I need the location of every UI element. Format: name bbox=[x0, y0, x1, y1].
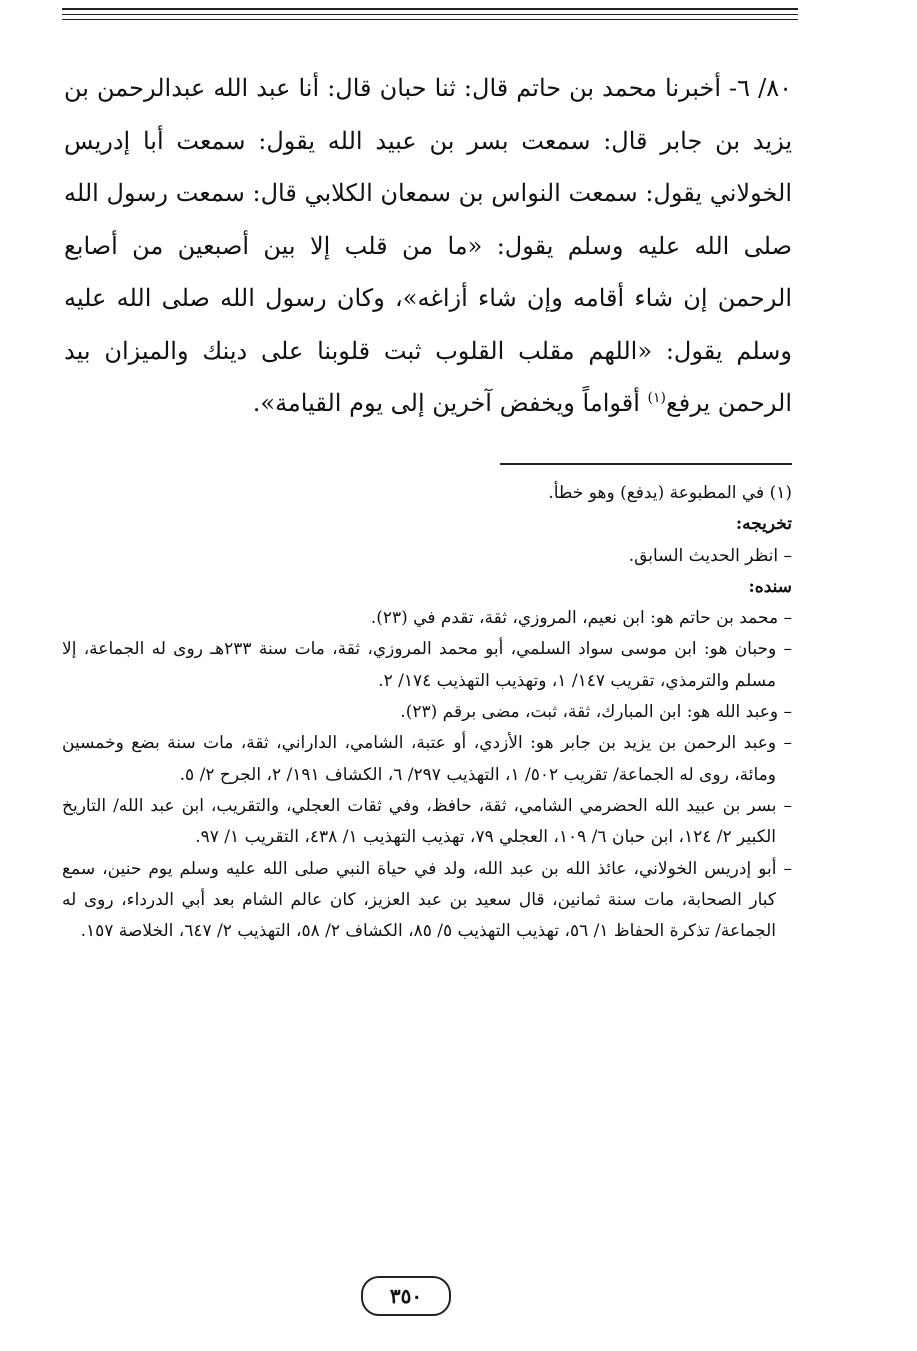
header-rule-thin bbox=[62, 14, 798, 15]
footnote-separator bbox=[500, 463, 792, 465]
sanad-item-busr: – بسر بن عبيد الله الحضرمي الشامي، ثقة، حافظ، وفي ثقات العجلي، والتقريب، ابن عبد الله/ التاريخ الكبير ٢/ ١٢٤، ابن حبان ٦/ ١٠٩، العجلي ٧٩، تهذيب التهذيب ١/ ٤٣٨، التقريب ١/ ٩٧. bbox=[62, 795, 792, 848]
sanad-heading: سنده: bbox=[748, 576, 792, 597]
takhrij-heading: تخريجه: bbox=[735, 514, 792, 535]
notes-section bbox=[62, 478, 792, 947]
footnote-text: (١) في المطبوعة (يدفع) وهو خطأ. bbox=[548, 483, 792, 503]
takhrij-text: – انظر الحديث السابق. bbox=[628, 545, 792, 566]
hadith-text bbox=[64, 62, 792, 430]
sanad-item-ibn-hatim: – محمد بن حاتم هو: ابن نعيم، المروزي، ثقة، تقدم في (٢٣). bbox=[370, 608, 792, 629]
sanad-item-hibban: – وحبان هو: ابن موسى سواد السلمي، أبو محمد المروزي، ثقة، مات سنة ٢٣٣هـ روى له الجماعة، إلا مسلم والترمذي، تقريب ١٤٧/ ١، وتهذيب التهذيب ١٧٤/ ٢. bbox=[62, 639, 792, 691]
sanad-item-abdulrahman: – وعبد الرحمن بن يزيد بن جابر هو: الأزدي، أو عتبة، الشامي، الداراني، ثقة، مات سنة بضع وخمسين ومائة، روى له الجماعة/ تقريب ٥٠٢/ ١، التهذيب ٢٩٧/ ٦، الكشاف ١٩١/ ٢، الجرح ٢/ ٥. bbox=[62, 733, 792, 785]
header-rule-thin-lower bbox=[62, 19, 798, 20]
header-rule-thick bbox=[62, 8, 798, 10]
sanad-item-abu-idris: – أبو إدريس الخولاني، عائذ الله بن عبد الله، ولد في حياة النبي صلى الله عليه وسلم يوم حنين، سمع كبار الصحابة، مات سنة ثمانين، قال سعيد بن عبد العزيز، كان عالم الشام بعد أبي الدرداء، روى له الجماعة/ تذكرة الحفاظ ١/ ٥٦، تهذيب التهذيب ٥/ ٨٥، الكشاف ٢/ ٥٨، التهذيب ٢/ ٦٤٧، الخلاصة ١٥٧. bbox=[62, 858, 792, 942]
sanad-item-abdullah: – وعبد الله هو: ابن المبارك، ثقة، ثبت، مضى برقم (٢٣). bbox=[400, 702, 792, 723]
hadith-text-part-1: ٨٠/ ٦- أخبرنا محمد بن حاتم قال: ثنا حبان قال: أنا عبد الله عبدالرحمن بن يزيد بن جابر قال: سمعت بسر بن عبيد الله يقول: سمعت أبا إدريس الخولاني يقول: سمعت النواس بن سمعان الكلابي قال: سمعت رسول الله صلى الله عليه وسلم يقول: «ما من قلب إلا بين أصبعين من أصابع الرحمن إن شاء أقامه وإن شاء أزاغه»، وكان رسول الله صلى الله عليه وسلم يقول: «اللهم مقلب القلوب ثبت قلوبنا على دينك والميزان بيد الرحمن يرفع bbox=[64, 74, 792, 417]
hadith-text-part-2: أقواماً ويخفض آخرين إلى يوم القيامة». bbox=[252, 389, 648, 417]
page-number: ٣٥٠ bbox=[361, 1276, 451, 1316]
footnote-marker: (١) bbox=[647, 390, 666, 406]
